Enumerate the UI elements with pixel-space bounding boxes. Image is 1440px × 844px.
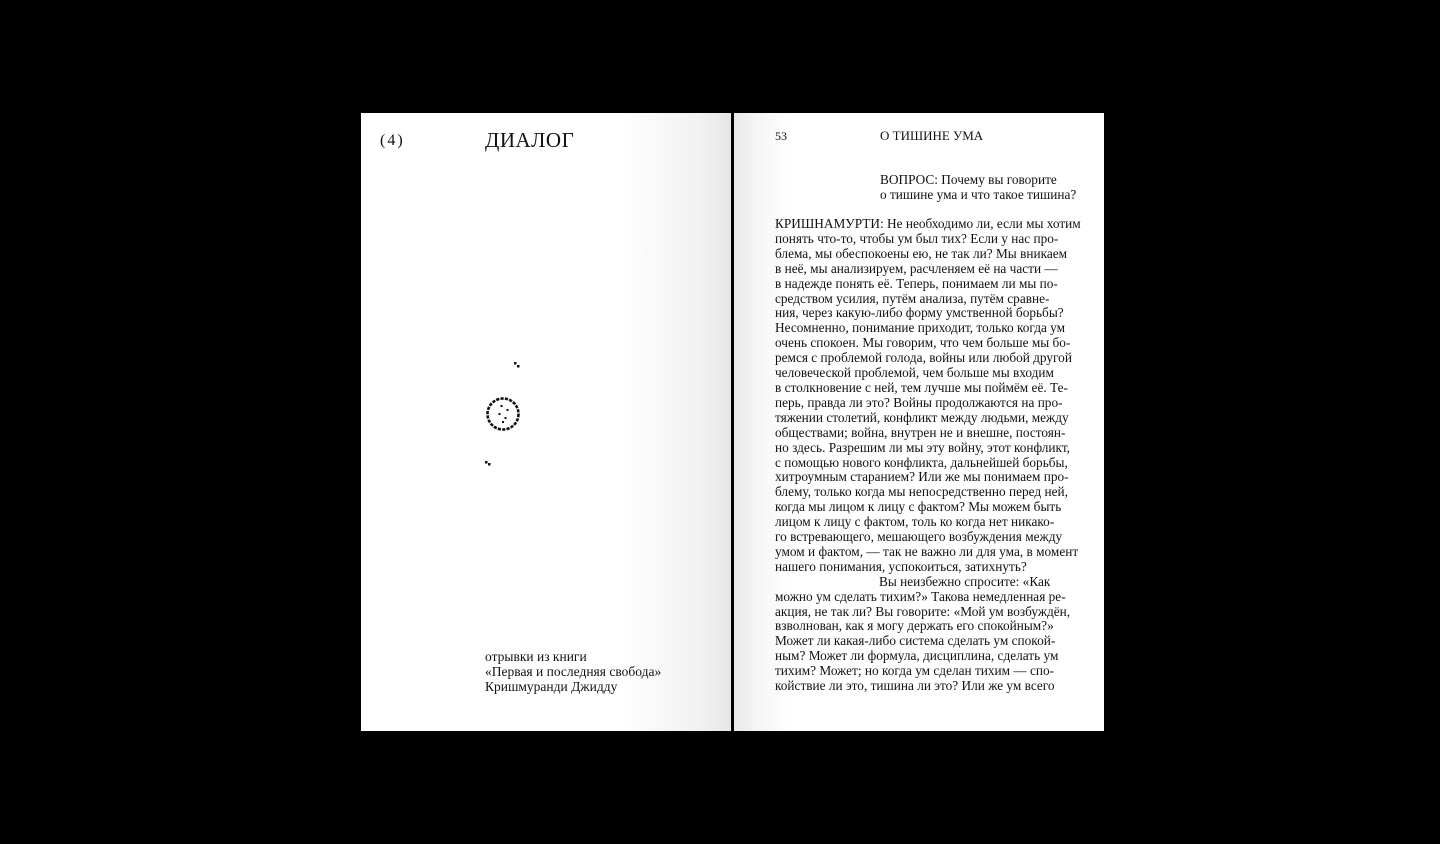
body-line: перь, правда ли это? Войны продолжаются на про-	[775, 394, 1063, 410]
credit-line: Кришмуранди Джидду	[485, 679, 618, 694]
chapter-number: (4)	[380, 132, 405, 149]
chapter-title: ДИАЛОГ	[485, 128, 575, 152]
body-line: ным? Может ли формула, дисциплина, сделать ум	[775, 648, 1059, 664]
body-line: ния, через какую-либо форму умственной борьбы?	[775, 305, 1064, 321]
dotted-circle-ornament-icon	[471, 353, 551, 473]
left-page	[361, 113, 731, 731]
body-line: взволнован, как я могу держать его спокойным?»	[775, 618, 1054, 634]
question-line: о тишине ума и что такое тишина?	[880, 187, 1077, 202]
body-line: можно ум сделать тихим?» Такова немедленная ре-	[775, 588, 1066, 604]
body-line: но здесь. Разрешим ли мы эту войну, этот конфликт,	[775, 439, 1070, 455]
running-head: О ТИШИНЕ УМА	[880, 128, 984, 143]
body-line: ремся с проблемой голода, войны или любой другой	[775, 350, 1072, 366]
body-line: средством усилия, путём анализа, путём сравне-	[775, 290, 1050, 306]
book-credit	[485, 649, 661, 694]
body-line: обществами; война, внутрен не и внешне, постоян-	[775, 424, 1066, 440]
credit-line: отрывки из книги	[485, 649, 587, 664]
body-line: хитроумным старанием? Или же мы понимаем про-	[775, 469, 1069, 485]
body-line: в столкновение с ней, тем лучше мы поймём её. Те-	[775, 379, 1068, 395]
body-line: когда мы лицом к лицу с фактом? Мы можем быть	[775, 499, 1062, 515]
body-line: койствие ли это, тишина ли это? Или же ум всего	[775, 678, 1055, 694]
body-line: Может ли какая-либо система сделать ум спокой-	[775, 633, 1056, 649]
page-number: 53	[775, 129, 787, 143]
body-line: лицом к лицу с фактом, толь ко когда нет никако-	[775, 514, 1055, 530]
body-line: тяжении столетий, конфликт между людьми, между	[775, 409, 1069, 425]
body-line: КРИШНАМУРТИ: Не необходимо ли, если мы хотим	[775, 216, 1081, 231]
body-line: в надежде понять её. Теперь, понимаем ли мы по-	[775, 275, 1058, 291]
body-line: Вы неизбежно спросите: «Как	[879, 573, 1051, 589]
body-line: блема, мы обеспокоены ею, не так ли? Мы вникаем	[775, 245, 1068, 261]
body-line: Несомненно, понимание приходит, только когда ум	[775, 320, 1066, 336]
body-line: понять что-то, чтобы ум был тих? Если у нас про-	[775, 230, 1059, 246]
body-line: блему, только когда мы непосредственно перед ней,	[775, 484, 1068, 500]
body-line: в неё, мы анализируем, расчленяем её на части —	[775, 260, 1058, 276]
body-text	[775, 217, 1081, 694]
body-line: человеческой проблемой, чем больше мы входим	[775, 365, 1054, 381]
body-line: тихим? Может; но когда ум сделан тихим — спо-	[775, 663, 1055, 679]
body-line: го встревающего, мешающего возбуждения между	[775, 529, 1063, 545]
body-line: нашего понимания, успокоиться, затихнуть?	[775, 558, 1027, 574]
body-line: с помощью нового конфликта, дальнейшей борьбы,	[775, 454, 1068, 470]
credit-line: «Первая и последняя свобода»	[485, 664, 662, 679]
body-line: очень спокоен. Мы говорим, что чем больше мы бо-	[775, 335, 1071, 351]
body-line: умом и фактом, — так не важно ли для ума, в момент	[775, 543, 1079, 559]
body-line: акция, не так ли? Вы говорите: «Мой ум возбуждён,	[775, 603, 1071, 619]
right-page	[734, 113, 1104, 731]
question-block	[880, 172, 1076, 202]
question-line: ВОПРОС: Почему вы говорите	[880, 172, 1057, 187]
